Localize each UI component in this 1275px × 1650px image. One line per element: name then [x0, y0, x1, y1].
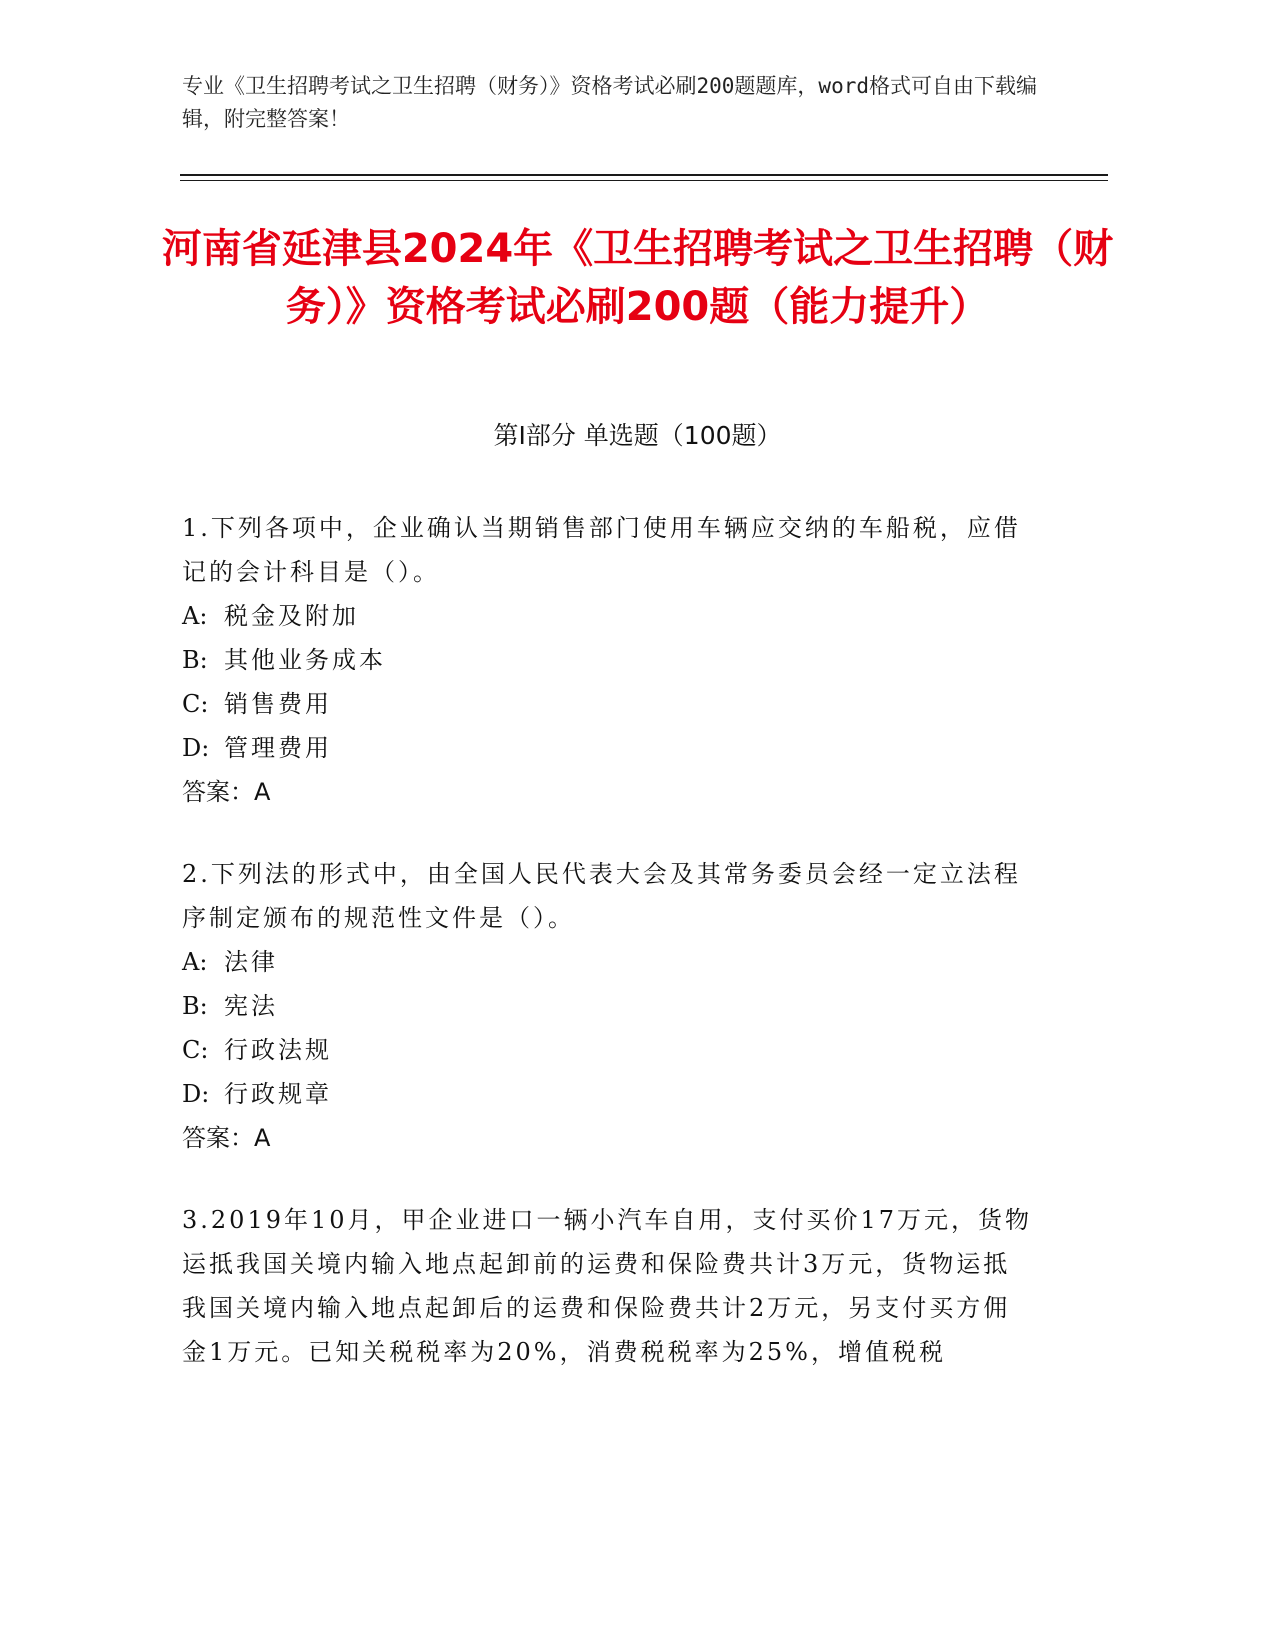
- option-text: 其他业务成本: [224, 646, 386, 674]
- option-c: [182, 1028, 1037, 1072]
- option-text: 税金及附加: [224, 602, 359, 630]
- header-divider-thin: [180, 180, 1108, 181]
- option-b: [182, 638, 1037, 682]
- option-text: 管理费用: [224, 734, 332, 762]
- question-stem: 2.下列法的形式中，由全国人民代表大会及其常务委员会经一定立法程序制定颁布的规范性文件是（）。: [182, 860, 1021, 932]
- option-a: [182, 594, 1037, 638]
- question-1: [182, 506, 1037, 814]
- option-key: C:: [182, 1036, 209, 1064]
- answer-line: 答案：A: [182, 1124, 271, 1152]
- option-key: A:: [182, 948, 208, 976]
- header-divider-thick: [180, 174, 1108, 176]
- option-key: B:: [182, 646, 208, 674]
- question-stem: 1.下列各项中，企业确认当期销售部门使用车辆应交纳的车船税，应借记的会计科目是（）。: [182, 514, 1021, 586]
- option-text: 行政规章: [224, 1080, 332, 1108]
- option-text: 销售费用: [224, 690, 332, 718]
- question-3: [182, 1198, 1037, 1374]
- option-key: D:: [182, 1080, 210, 1108]
- option-key: C:: [182, 690, 209, 718]
- option-a: [182, 940, 1037, 984]
- question-2: [182, 852, 1037, 1160]
- option-text: 行政法规: [224, 1036, 332, 1064]
- answer-line: 答案：A: [182, 778, 271, 806]
- section-heading: 第I部分 单选题（100题）: [493, 421, 782, 450]
- document-title: 河南省延津县2024年《卫生招聘考试之卫生招聘（财务）》资格考试必刷200题（能力提升）: [161, 226, 1114, 330]
- option-d: [182, 1072, 1037, 1116]
- option-b: [182, 984, 1037, 1028]
- question-stem: 3.2019年10月，甲企业进口一辆小汽车自用，支付买价17万元，货物运抵我国关境内输入地点起卸前的运费和保险费共计3万元，货物运抵我国关境内输入地点起卸后的运费和保险费共计2万元，另支付买方佣金1万元。已知关税税率为20%，消费税税率为25%，增值税税: [182, 1206, 1033, 1366]
- header-note: 专业《卫生招聘考试之卫生招聘（财务）》资格考试必刷200题题库，word格式可自由下载编辑，附完整答案！: [182, 74, 1037, 131]
- option-d: [182, 726, 1037, 770]
- option-c: [182, 682, 1037, 726]
- option-text: 法律: [224, 948, 278, 976]
- option-key: B:: [182, 992, 208, 1020]
- option-text: 宪法: [224, 992, 278, 1020]
- option-key: A:: [182, 602, 208, 630]
- option-key: D:: [182, 734, 210, 762]
